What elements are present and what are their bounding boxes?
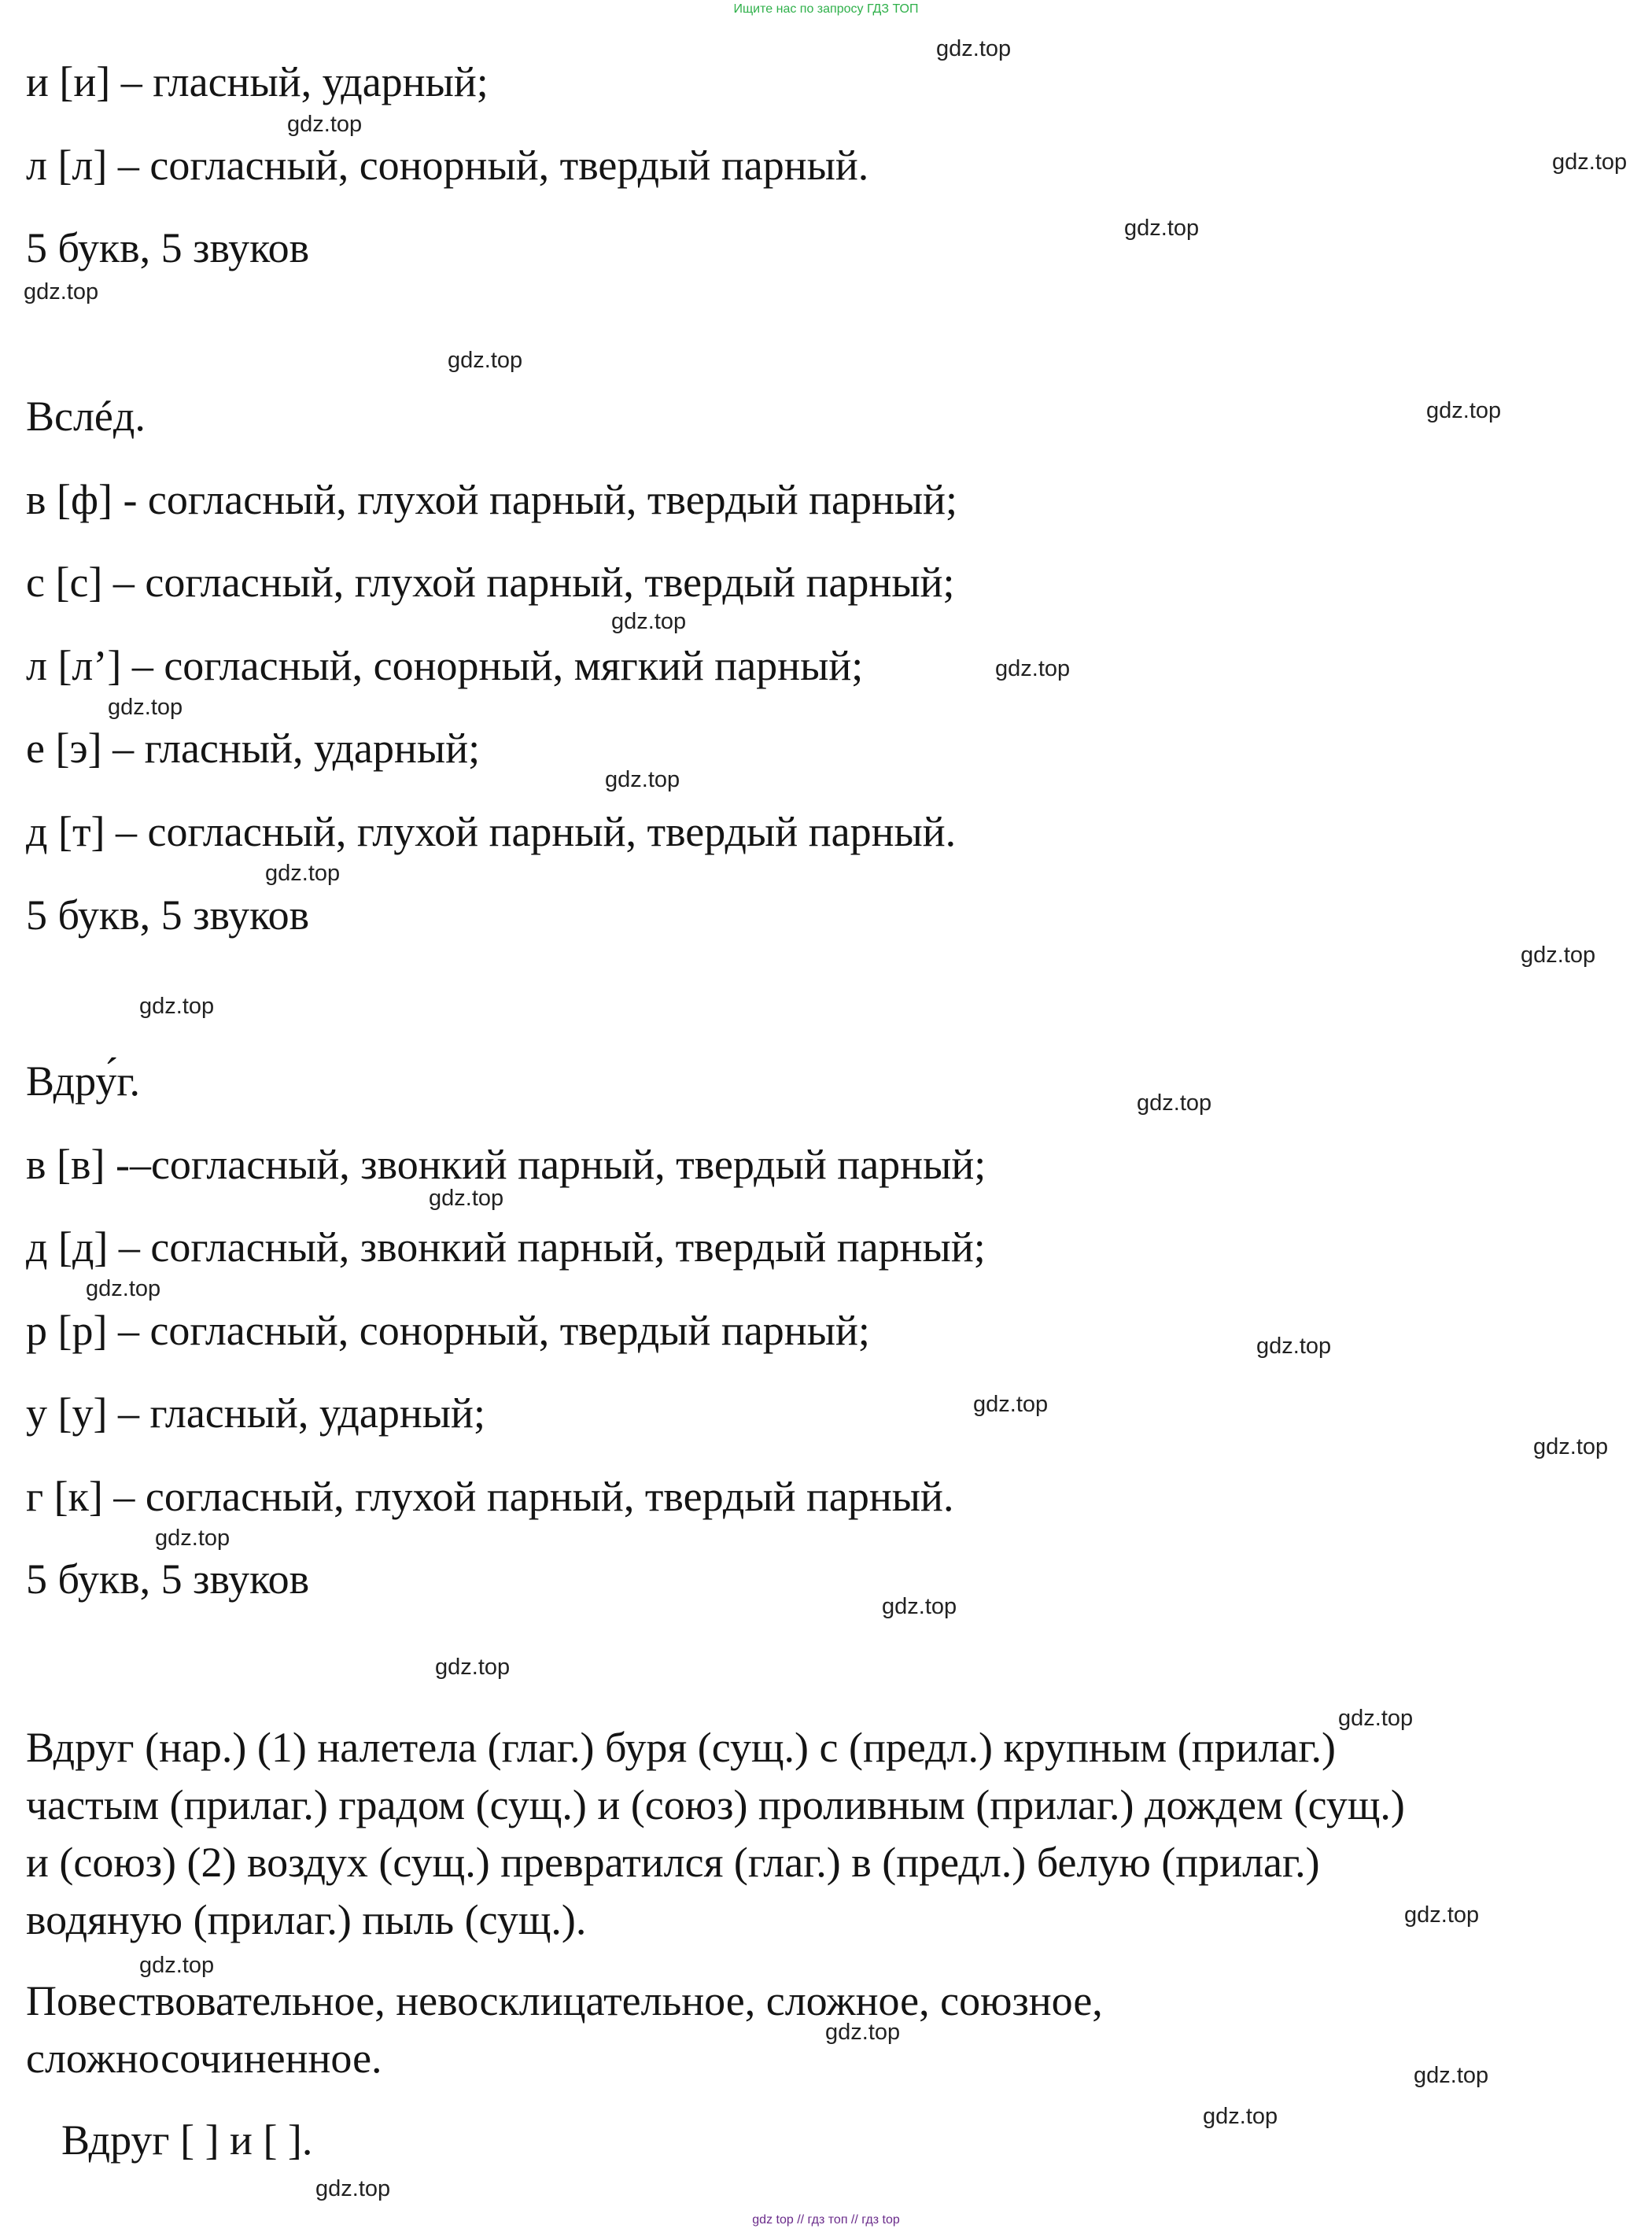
watermark: gdz.top [1124,216,1200,241]
watermark: gdz.top [995,656,1071,681]
analysis-line: е [э] – гласный, ударный; [26,725,481,772]
analysis-line: с [с] – согласный, глухой парный, твердый парный; [26,559,955,606]
watermark: gdz.top [936,36,1012,61]
analysis-line: л [л’] – согласный, сонорный, мягкий парный; [26,642,864,689]
watermark: gdz.top [1137,1090,1212,1116]
watermark: gdz.top [108,695,183,720]
analysis-line: г [к] – согласный, глухой парный, твердый парный. [26,1473,954,1520]
letter-sound-count: 5 букв, 5 звуков [26,224,310,271]
watermark: gdz.top [139,994,215,1019]
analysis-line: д [т] – согласный, глухой парный, твердый парный. [26,808,957,855]
watermark: gdz.top [315,2176,391,2201]
watermark: gdz.top [265,861,341,886]
watermark: gdz.top [155,1526,230,1551]
word-heading: Вслéд. [26,393,146,440]
sentence-parse-line: и (союз) (2) воздух (сущ.) превратился (глаг.) в (предл.) белую (прилаг.) [26,1839,1320,1886]
watermark: gdz.top [882,1594,957,1619]
sentence-scheme: Вдруг [ ] и [ ]. [61,2116,313,2164]
watermark: gdz.top [1552,149,1628,175]
sentence-parse-line: частым (прилаг.) градом (сущ.) и (союз) проливным (прилаг.) дождем (сущ.) [26,1781,1405,1828]
sentence-characteristic: сложносочиненное. [26,2035,382,2082]
watermark: gdz.top [1521,943,1596,968]
watermark: gdz.top [1256,1334,1332,1359]
watermark: gdz.top [287,112,363,137]
watermark: gdz.top [1338,1706,1414,1731]
watermark: gdz.top [1404,1902,1480,1928]
watermark: gdz.top [429,1186,504,1211]
analysis-line: и [и] – гласный, ударный; [26,58,489,105]
watermark: gdz.top [448,348,523,373]
letter-sound-count: 5 букв, 5 звуков [26,1555,310,1603]
word-heading: Вдру́г. [26,1057,140,1105]
footer-note: gdz top // гдз топ // гдз top [752,2213,900,2227]
sentence-characteristic: Повествовательное, невосклицательное, сложное, союзное, [26,1977,1103,2024]
sentence-parse-line: Вдруг (нар.) (1) налетела (глаг.) буря (сущ.) с (предл.) крупным (прилаг.) [26,1724,1337,1771]
watermark: gdz.top [86,1276,161,1301]
watermark: gdz.top [825,2020,901,2045]
watermark: gdz.top [1414,2063,1489,2088]
analysis-line: л [л] – согласный, сонорный, твердый парный. [26,142,869,189]
analysis-line: в [ф] - согласный, глухой парный, твердый парный; [26,476,958,523]
watermark: gdz.top [1533,1434,1609,1459]
sentence-parse-line: водяную (прилаг.) пыль (сущ.). [26,1896,587,1943]
analysis-line: у [у] – гласный, ударный; [26,1389,485,1437]
watermark: gdz.top [973,1392,1049,1417]
watermark: gdz.top [611,609,687,634]
watermark: gdz.top [435,1655,511,1680]
letter-sound-count: 5 букв, 5 звуков [26,891,310,939]
watermark: gdz.top [605,767,680,792]
watermark: gdz.top [139,1953,215,1978]
analysis-line: в [в] -–согласный, звонкий парный, твердый парный; [26,1141,986,1188]
analysis-line: р [р] – согласный, сонорный, твердый парный; [26,1307,870,1354]
analysis-line: д [д] – согласный, звонкий парный, твердый парный; [26,1223,986,1271]
top-search-note: Ищите нас по запросу ГДЗ ТОП [733,2,919,16]
watermark: gdz.top [1203,2104,1278,2129]
watermark: gdz.top [1426,398,1502,423]
watermark: gdz.top [24,279,99,304]
